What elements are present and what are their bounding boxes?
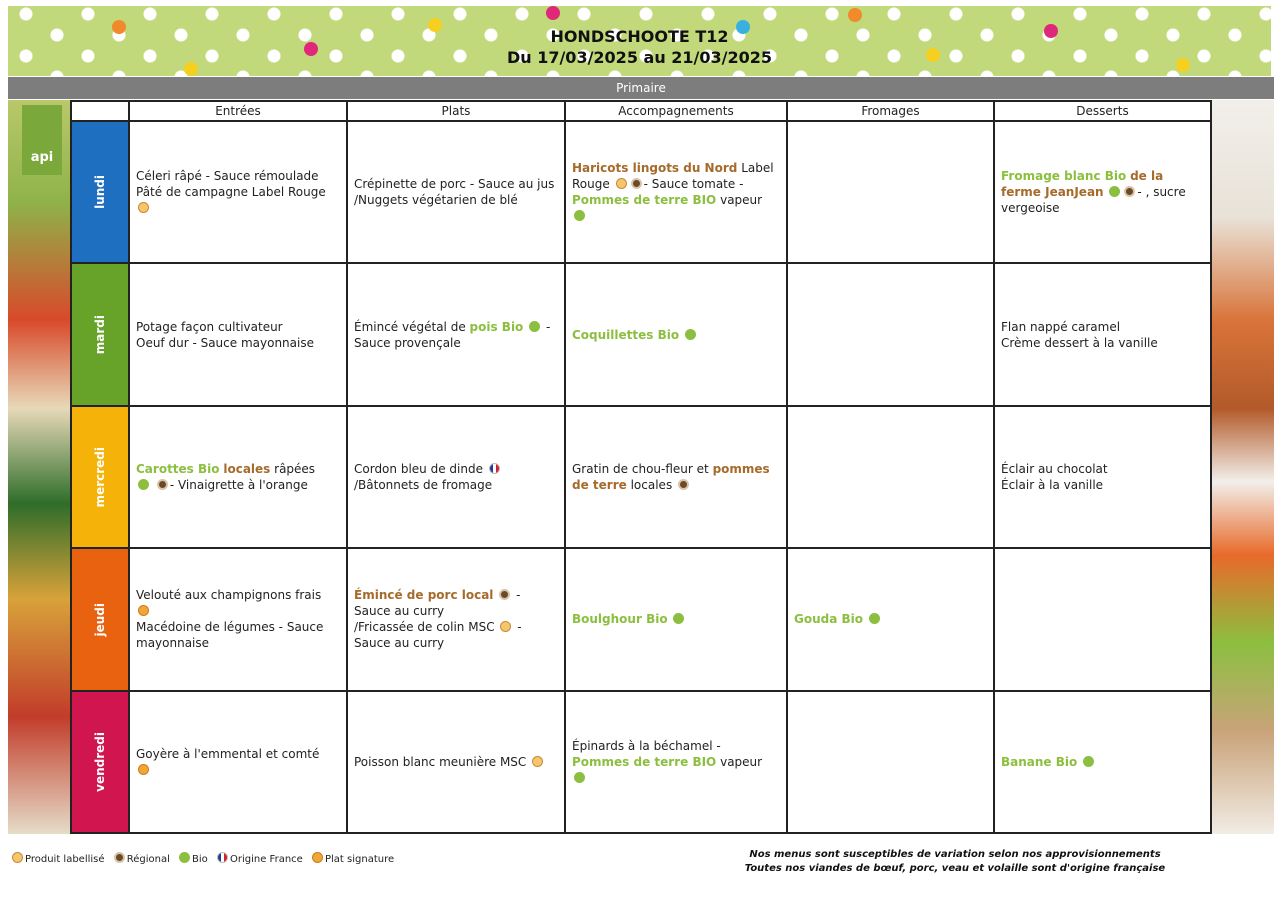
dish-text: - Sauce au curry [354,588,521,619]
france-flag-icon [489,463,500,474]
dish-text: - Sauce tomate - [643,177,744,192]
legend-item: Bio [192,853,208,865]
column-header-accompagnements: Accompagnements [565,101,787,121]
menu-header [8,6,1271,76]
day-cell-mardi [71,263,129,405]
dish-text: Haricots lingots du Nord [572,161,738,176]
api-logo: api [22,105,62,175]
column-header-desserts: Desserts [994,101,1211,121]
dish-text: Pommes de terre BIO [572,754,717,769]
regional-icon [499,589,510,600]
dish-text: /Nuggets végétarien de blé [354,193,518,208]
label-icon [616,178,627,189]
audience-band: Primaire [8,77,1274,99]
footnote [720,848,1190,876]
dish-text: Banane Bio [1001,754,1078,769]
fromages-cell [787,406,994,548]
plats-cell [347,406,565,548]
dish-text: vapeur [720,754,763,769]
bio-icon [574,210,585,221]
dish-text: Pâté de campagne Label Rouge [136,185,326,200]
fromages-cell [787,691,994,833]
table-row [71,406,1211,548]
dish-text: vapeur [720,193,763,208]
dish-text: Oeuf dur - Sauce mayonnaise [136,335,314,350]
entrees-cell [129,263,347,405]
dish-text: - Vinaigrette à l'orange [169,477,308,492]
confetti-dot [546,6,560,20]
label-icon [12,852,23,863]
dish-text: /Fricassée de colin MSC [354,620,495,635]
bio-icon [869,613,880,624]
entrees-cell [129,548,347,690]
dish-text: de la ferme JeanJean [1001,169,1164,200]
legend-item: Origine France [230,853,303,865]
entrees-cell [129,406,347,548]
column-header-plats: Plats [347,101,565,121]
legend-item: Plat signature [325,853,395,865]
dish-text: Cordon bleu de dinde [354,461,483,476]
france-flag-icon [217,852,228,863]
day-label: mercredi [93,446,107,508]
legend-item: Régional [126,853,170,865]
corner-cell [71,101,129,121]
footnote-line: Toutes nos viandes de bœuf, porc, veau et volaille sont d'origine française [744,863,1166,874]
dish-text: Gratin de chou-fleur et [572,461,709,476]
vegetable-strip-left [8,100,70,834]
bio-icon [574,772,585,783]
dish-text: Éclair au chocolat [1001,461,1108,476]
accompagnements-cell [565,121,787,263]
dish-text: Fromage blanc Bio [1001,169,1127,184]
plats-cell [347,691,565,833]
regional-icon [1124,186,1135,197]
dish-text: pois Bio [469,319,524,334]
dish-text: pommes de terre [572,461,770,492]
accompagnements-cell [565,548,787,690]
bio-icon [673,613,684,624]
signature-icon [312,852,323,863]
desserts-cell [994,121,1211,263]
dish-text: Émincé de porc local [354,588,494,603]
vegetable-strip-right [1212,100,1274,834]
day-cell-jeudi [71,548,129,690]
bio-icon [179,852,190,863]
weekly-menu-table [70,100,1212,834]
table-row [71,691,1211,833]
label-icon [500,621,511,632]
plats-cell [347,121,565,263]
bio-icon [529,321,540,332]
confetti-dot [848,8,862,22]
signature-icon [138,764,149,775]
dish-text: Gouda Bio [794,612,864,627]
regional-icon [157,479,168,490]
dish-text: Macédoine de légumes - Sauce mayonnaise [136,620,324,651]
fromages-cell [787,263,994,405]
dish-text: Pommes de terre BIO [572,193,717,208]
dish-text: Goyère à l'emmental et comté [136,746,320,761]
day-cell-vendredi [71,691,129,833]
dish-text: Céleri râpé - Sauce rémoulade [136,169,319,184]
table-row [71,263,1211,405]
dish-text: - , sucre vergeoise [1001,185,1186,216]
dish-text: Crépinette de porc - Sauce au jus [354,177,555,192]
dish-text: Sauce provençale [354,335,461,350]
dish-text: - [545,319,551,334]
plats-cell [347,263,565,405]
column-header-fromages: Fromages [787,101,994,121]
bio-icon [138,479,149,490]
label-icon [532,756,543,767]
label-icon [138,202,149,213]
dish-text: Potage façon cultivateur [136,319,283,334]
bio-icon [1109,186,1120,197]
desserts-cell [994,548,1211,690]
dish-text: Velouté aux champignons frais [136,588,322,603]
day-label: jeudi [93,602,107,637]
column-header-entrees: Entrées [129,101,347,121]
day-cell-mercredi [71,406,129,548]
desserts-cell [994,406,1211,548]
day-label: vendredi [93,731,107,792]
dish-text: - Sauce au curry [354,620,522,651]
dish-text: Épinards à la béchamel - [572,738,721,753]
legend [10,853,398,865]
dish-text: râpées [274,461,316,476]
day-cell-lundi [71,121,129,263]
dish-text: Boulghour Bio [572,612,668,627]
legend-item: Produit labellisé [25,853,105,865]
dish-text: locales [630,477,673,492]
table-row [71,548,1211,690]
dish-text: Label Rouge [572,161,774,192]
entrees-cell [129,121,347,263]
dish-text: Émincé végétal de [354,319,466,334]
fromages-cell [787,548,994,690]
signature-icon [138,605,149,616]
regional-icon [631,178,642,189]
desserts-cell [994,263,1211,405]
fromages-cell [787,121,994,263]
table-row [71,121,1211,263]
plats-cell [347,548,565,690]
entrees-cell [129,691,347,833]
dish-text: Carottes Bio [136,461,220,476]
accompagnements-cell [565,691,787,833]
dish-text: Éclair à la vanille [1001,477,1104,492]
desserts-cell [994,691,1211,833]
accompagnements-cell [565,263,787,405]
accompagnements-cell [565,406,787,548]
regional-icon [678,479,689,490]
bio-icon [1083,756,1094,767]
regional-icon [114,852,125,863]
date-range: Du 17/03/2025 au 21/03/2025 [506,48,773,67]
bio-icon [685,329,696,340]
dish-text: /Bâtonnets de fromage [354,477,493,492]
day-label: mardi [93,314,107,355]
day-label: lundi [93,175,107,210]
dish-text: Poisson blanc meunière MSC [354,754,527,769]
footnote-line: Nos menus sont susceptibles de variation selon nos approvisionnements [749,849,1161,860]
page-title: HONDSCHOOTE T12 [550,27,729,46]
dish-text: locales [223,461,271,476]
dish-text: Coquillettes Bio [572,327,680,342]
dish-text: Crème dessert à la vanille [1001,335,1158,350]
dish-text: Flan nappé caramel [1001,319,1121,334]
